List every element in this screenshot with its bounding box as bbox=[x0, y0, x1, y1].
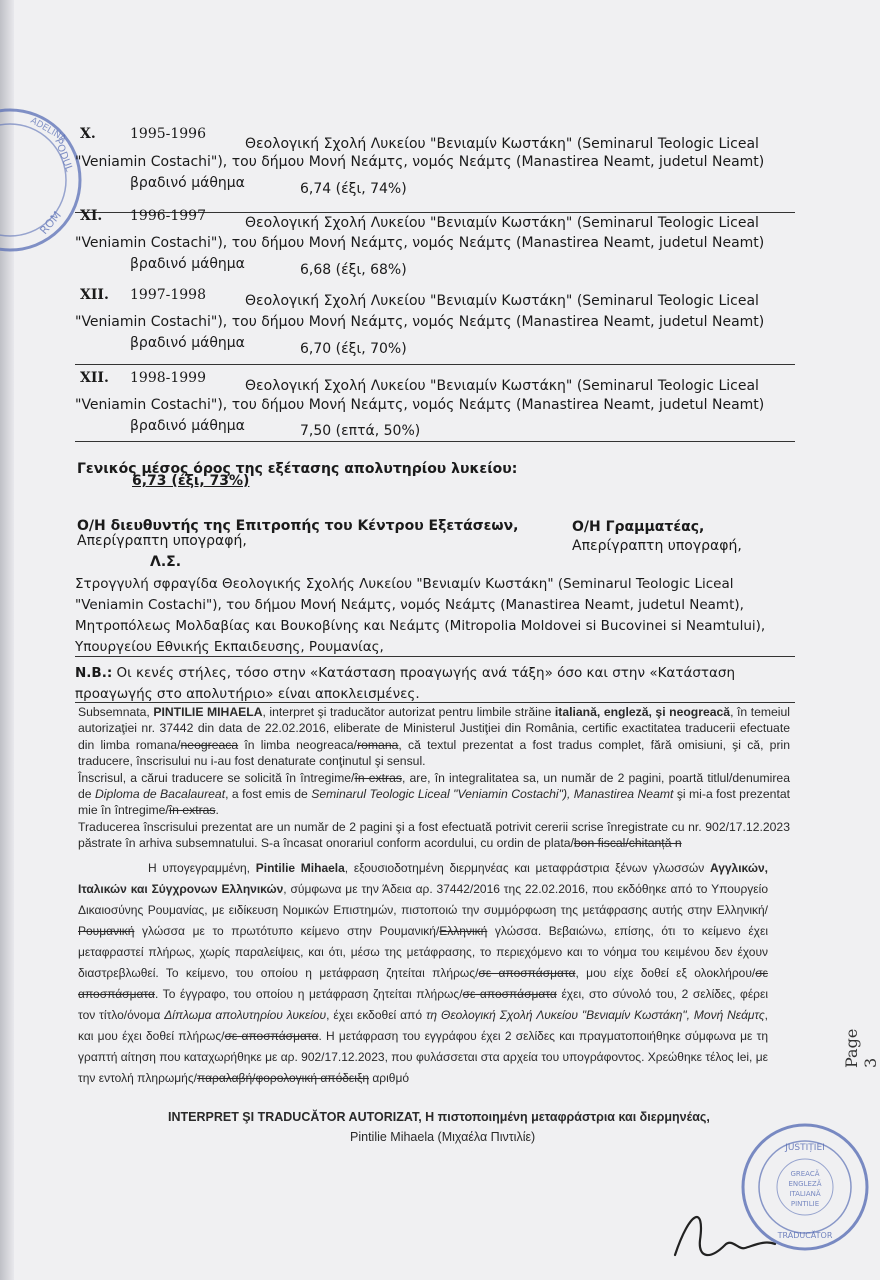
svg-text:GREACĂ: GREACĂ bbox=[790, 1170, 820, 1178]
entry-school-cont: "Veniamin Costachi"), του δήμου Μονή Νεάμτς, νομός Νεάμτς (Manastirea Neamt, judetul Neamt) bbox=[75, 314, 765, 330]
entry-number: X. bbox=[80, 126, 96, 142]
svg-text:ENGLEZĂ: ENGLEZĂ bbox=[788, 1180, 822, 1188]
svg-text:ROM: ROM bbox=[37, 208, 64, 237]
seal-description bbox=[75, 574, 790, 658]
document-issuer-gr: τη Θεολογική Σχολή Λυκείου "Βενιαμίν Κωστάκη", Μονή Νεάμτς bbox=[425, 1008, 765, 1022]
entry-school: Θεολογική Σχολή Λυκείου "Βενιαμίν Κωστάκη" (Seminarul Teologic Liceal bbox=[245, 378, 759, 394]
entry-school: Θεολογική Σχολή Λυκείου "Βενιαμίν Κωστάκη" (Seminarul Teologic Liceal bbox=[245, 215, 759, 231]
gr-text: , μου είχε δοθεί εξ ολοκλήρου/ bbox=[575, 966, 756, 980]
translator-languages-gr: Αγγλικών, Ιταλικών και Σύγχρονων Ελληνικών bbox=[78, 861, 768, 896]
document-issuer: Seminarul Teologic Liceal "Veniamin Costachi"), Manastirea Neamt bbox=[311, 787, 674, 802]
gr-text: , εξουσιοδοτημένη διερμηνέας και μεταφράστρια ξένων γλωσσών bbox=[344, 861, 710, 875]
entry-school-cont: "Veniamin Costachi"), του δήμου Μονή Νεάμτς, νομός Νεάμτς (Manastirea Neamt, judetul Neamt) bbox=[75, 397, 765, 413]
nb-label: Ν.Β.: bbox=[75, 665, 113, 681]
entry-years: 1997-1998 bbox=[130, 287, 206, 303]
divider bbox=[75, 441, 795, 442]
gr-text: , σύμφωνα με την Άδεια αρ. 37442/2016 της 22.02.2016, που εκδόθηκε από το Υπουργείο Δικαιοσύνης Ρουμανίας, με ειδίκευση Νομικών Επιστημών, πιστοποιώ την συμμόρφωση της μετάφρασης αυτής στην Ελληνική/ bbox=[78, 882, 768, 917]
gr-text: γλώσσα με το πρωτότυπο κείμενο στην Ρουμανική/ bbox=[134, 924, 440, 938]
ro-text: . bbox=[215, 803, 219, 818]
overall-label: Γενικός μέσος όρος της εξέτασης απολυτηρίου λυκείου: bbox=[77, 461, 518, 477]
left-stamp-text: PODUL bbox=[52, 137, 75, 174]
nb-note bbox=[75, 663, 790, 705]
entry-grade: 6,74 (έξι, 74%) bbox=[300, 181, 407, 197]
page-number: Page 3 bbox=[842, 1028, 880, 1068]
divider bbox=[75, 702, 795, 703]
handwritten-signature bbox=[670, 1200, 780, 1270]
document-title: Diploma de Bacalaureat bbox=[94, 787, 226, 802]
ro-text: Subsemnata, bbox=[78, 705, 154, 719]
divider bbox=[75, 656, 795, 657]
gr-text: . Η μετάφραση του εγγράφου έχει 2 σελίδες και πραγματοποιήθηκε σύμφωνα με τη γραπτή αίτηση που καταχωρήθηκε με αρ. 902/17.12.2023, που φυλάσσεται στα αρχεία του υπογράφοντος. Χρεώθηκε τέλος lei, με την εντολή πληρωμής/ bbox=[78, 1029, 769, 1085]
divider bbox=[75, 364, 795, 365]
ro-text: Înscrisul, a cărui traducere se solicită în întregime/ bbox=[78, 770, 355, 785]
struck-option: în extras bbox=[354, 770, 402, 785]
footer-gr: , Η πιστοποιημένη μεταφράστρια και διερμηνέας, bbox=[418, 1110, 710, 1124]
entry-number: XI. bbox=[80, 208, 103, 224]
translator-name-gr: Pintilie Mihaela bbox=[255, 861, 345, 875]
year-entry-4 bbox=[75, 368, 790, 437]
entry-course: βραδινό μάθημα bbox=[130, 175, 245, 191]
ro-text: , că textul prezentat a fost tradus complet, fără omisiuni, şi că, prin traducere, înscrisului nu i-au fost denaturate conţinutul şi sensul. bbox=[78, 737, 790, 769]
entry-school-cont: "Veniamin Costachi"), του δήμου Μονή Νεάμτς, νομός Νεάμτς (Manastirea Neamt, judetul Neamt) bbox=[75, 154, 765, 170]
seal-line: Υπουργείου Εθνικής Εκπαιδευσης, Ρουμανίας, bbox=[75, 639, 384, 655]
gr-text: γλώσσα. Βεβαιώνω, επίσης, ότι το κείμενο έχει μεταφραστεί πλήρως, χωρίς παραλείψεις, και ότι, μέσω της μετάφρασης, το περιεχόμενο και το νόημα του κειμένου δεν έχουν διαστρεβλωθεί. Το κείμενο, του οποίου η μετάφραση ζητείται πλήρως/ bbox=[78, 924, 768, 980]
gr-certification bbox=[78, 858, 768, 1089]
gr-text: , και μου έχει δοθεί πλήρως/ bbox=[78, 1008, 768, 1043]
entry-years: 1998-1999 bbox=[130, 370, 206, 386]
entry-course: βραδινό μάθημα bbox=[130, 256, 245, 272]
ls-mark: Λ.Σ. bbox=[150, 554, 182, 570]
svg-text:ADELINA: ADELINA bbox=[28, 115, 68, 145]
translator-name: PINTILIE MIHAELA bbox=[153, 705, 263, 719]
entry-course: βραδινό μάθημα bbox=[130, 335, 245, 351]
struck-option: σε αποσπάσματα bbox=[462, 987, 557, 1001]
svg-text:JUSTIȚIEI: JUSTIȚIEI bbox=[785, 1143, 825, 1153]
document-title-gr: Δίπλωμα απολυτηρίου λυκείου bbox=[164, 1008, 327, 1022]
entry-school: Θεολογική Σχολή Λυκείου "Βενιαμίν Κωστάκη" (Seminarul Teologic Liceal bbox=[245, 136, 759, 152]
struck-option: σε αποσπάσματα bbox=[478, 966, 576, 980]
ro-text: , are, în integralitatea sa, un număr de 2 pagini, poartă titlul/denumirea de bbox=[78, 770, 790, 802]
seal-line: Μητροπόλεως Μολδαβίας και Βουκοβίνης και Νεάμτς (Mitropolia Moldovei si Bucovinei si Neamtului), bbox=[75, 618, 766, 634]
year-entry-3 bbox=[75, 285, 790, 357]
struck-option: παραλαβή/φορολογική απόδειξη bbox=[196, 1071, 369, 1085]
gr-text: αριθμό bbox=[369, 1071, 410, 1085]
entry-years: 1996-1997 bbox=[130, 208, 206, 224]
seal-line: "Veniamin Costachi"), του δήμου Μονή Νεάμτς, νομός Νεάμτς (Manastirea Neamt, judetul Neamt), bbox=[75, 597, 744, 613]
gr-text: έχει, στο σύνολό του, 2 σελίδες, φέρει τον τίτλο/όνομα bbox=[78, 987, 769, 1022]
struck-option: Ρουμανική bbox=[78, 924, 135, 938]
ro-text: în limba neogreaca/ bbox=[238, 737, 358, 752]
svg-text:ITALIANĂ: ITALIANĂ bbox=[789, 1190, 821, 1198]
struck-option: bon fiscal/chitanță n bbox=[573, 836, 682, 851]
gr-text: Η υπογεγραμμένη, bbox=[148, 861, 256, 875]
entry-number: XII. bbox=[80, 287, 109, 303]
overall-value: 6,73 (έξι, 73%) bbox=[132, 473, 250, 489]
gr-text: , έχει εκδοθεί από bbox=[326, 1008, 426, 1022]
ro-text: , a fost emis de bbox=[225, 787, 312, 802]
gr-text: . Το έγγραφο, του οποίου η μετάφραση ζητείται πλήρως/ bbox=[154, 987, 463, 1001]
entry-school: Θεολογική Σχολή Λυκείου "Βενιαμίν Κωστάκη" (Seminarul Teologic Liceal bbox=[245, 293, 759, 309]
struck-option: σε αποσπάσματα bbox=[224, 1029, 319, 1043]
entry-grade: 7,50 (επτά, 50%) bbox=[300, 423, 421, 439]
director-signature: Απερίγραπτη υπογραφή, bbox=[77, 533, 247, 549]
translator-name-footer: Pintilie Mihaela (Μιχαέλα Πιντιλίε) bbox=[350, 1130, 536, 1144]
entry-school-cont: "Veniamin Costachi"), του δήμου Μονή Νεάμτς, νομός Νεάμτς (Manastirea Neamt, judetul Neamt) bbox=[75, 235, 765, 251]
director-title: Ο/Η διευθυντής της Επιτροπής του Κέντρου Εξετάσεων, bbox=[77, 518, 519, 534]
svg-text:TRADUCĂTOR: TRADUCĂTOR bbox=[777, 1231, 833, 1240]
entry-course: βραδινό μάθημα bbox=[130, 418, 245, 434]
struck-option: neogreaca bbox=[180, 737, 239, 752]
struck-option: romana bbox=[357, 737, 399, 752]
ro-text: Traducerea înscrisului prezentat are un număr de 2 pagini şi a fost efectuată potrivit cererii scrise înregistrate cu nr. 902/17.12.2023 păstrate în arhiva subsemnatului. S-a încasat onorariul conform acordului, cu ordin de plata/ bbox=[78, 819, 790, 851]
translator-languages: italiană, engleză, şi neogreacă bbox=[554, 705, 731, 719]
ro-text: , în temeiul autorizaţiei nr. 37442 din data de 22.02.2016, eliberate de Ministerul Justiţiei din România, certific exactitatea traducerii efectuate din limba romana/ bbox=[78, 705, 790, 752]
entry-grade: 6,70 (έξι, 70%) bbox=[300, 341, 407, 357]
translator-footer bbox=[168, 1110, 710, 1124]
nb-text-cont: προαγωγής στο απολυτήριο» είναι αποκλεισμένες. bbox=[75, 686, 420, 702]
struck-option: în extras bbox=[168, 803, 216, 818]
seal-line: Στρογγυλή σφραγίδα Θεολογικής Σχολής Λυκείου "Βενιαμίν Κωστάκη" (Seminarul Teologic Liceal bbox=[75, 576, 734, 592]
ro-text: , interpret şi traducător autorizat pentru limbile străine bbox=[262, 705, 555, 719]
entry-number: XII. bbox=[80, 370, 109, 386]
secretary-signature: Απερίγραπτη υπογραφή, bbox=[572, 538, 742, 554]
secretary-title: Ο/Η Γραμματέας, bbox=[572, 519, 705, 535]
year-entry-2 bbox=[75, 206, 790, 278]
svg-text:PINTILIE: PINTILIE bbox=[790, 1200, 820, 1208]
ro-text: şi mi-a fost prezentat mie în întregime/ bbox=[78, 787, 790, 818]
struck-option: σε αποσπάσματα bbox=[78, 966, 769, 1001]
ro-certification bbox=[78, 704, 790, 852]
entry-years: 1995-1996 bbox=[130, 126, 206, 142]
entry-grade: 6,68 (έξι, 68%) bbox=[300, 262, 407, 278]
nb-text: Οι κενές στήλες, τόσο στην «Κατάσταση προαγωγής ανά τάξη» όσο και στην «Κατάσταση bbox=[116, 665, 736, 681]
footer-ro: INTERPRET ŞI TRADUCĂTOR AUTORIZAT bbox=[168, 1110, 419, 1124]
year-entry-1 bbox=[75, 124, 790, 197]
struck-option: Ελληνική bbox=[439, 924, 488, 938]
